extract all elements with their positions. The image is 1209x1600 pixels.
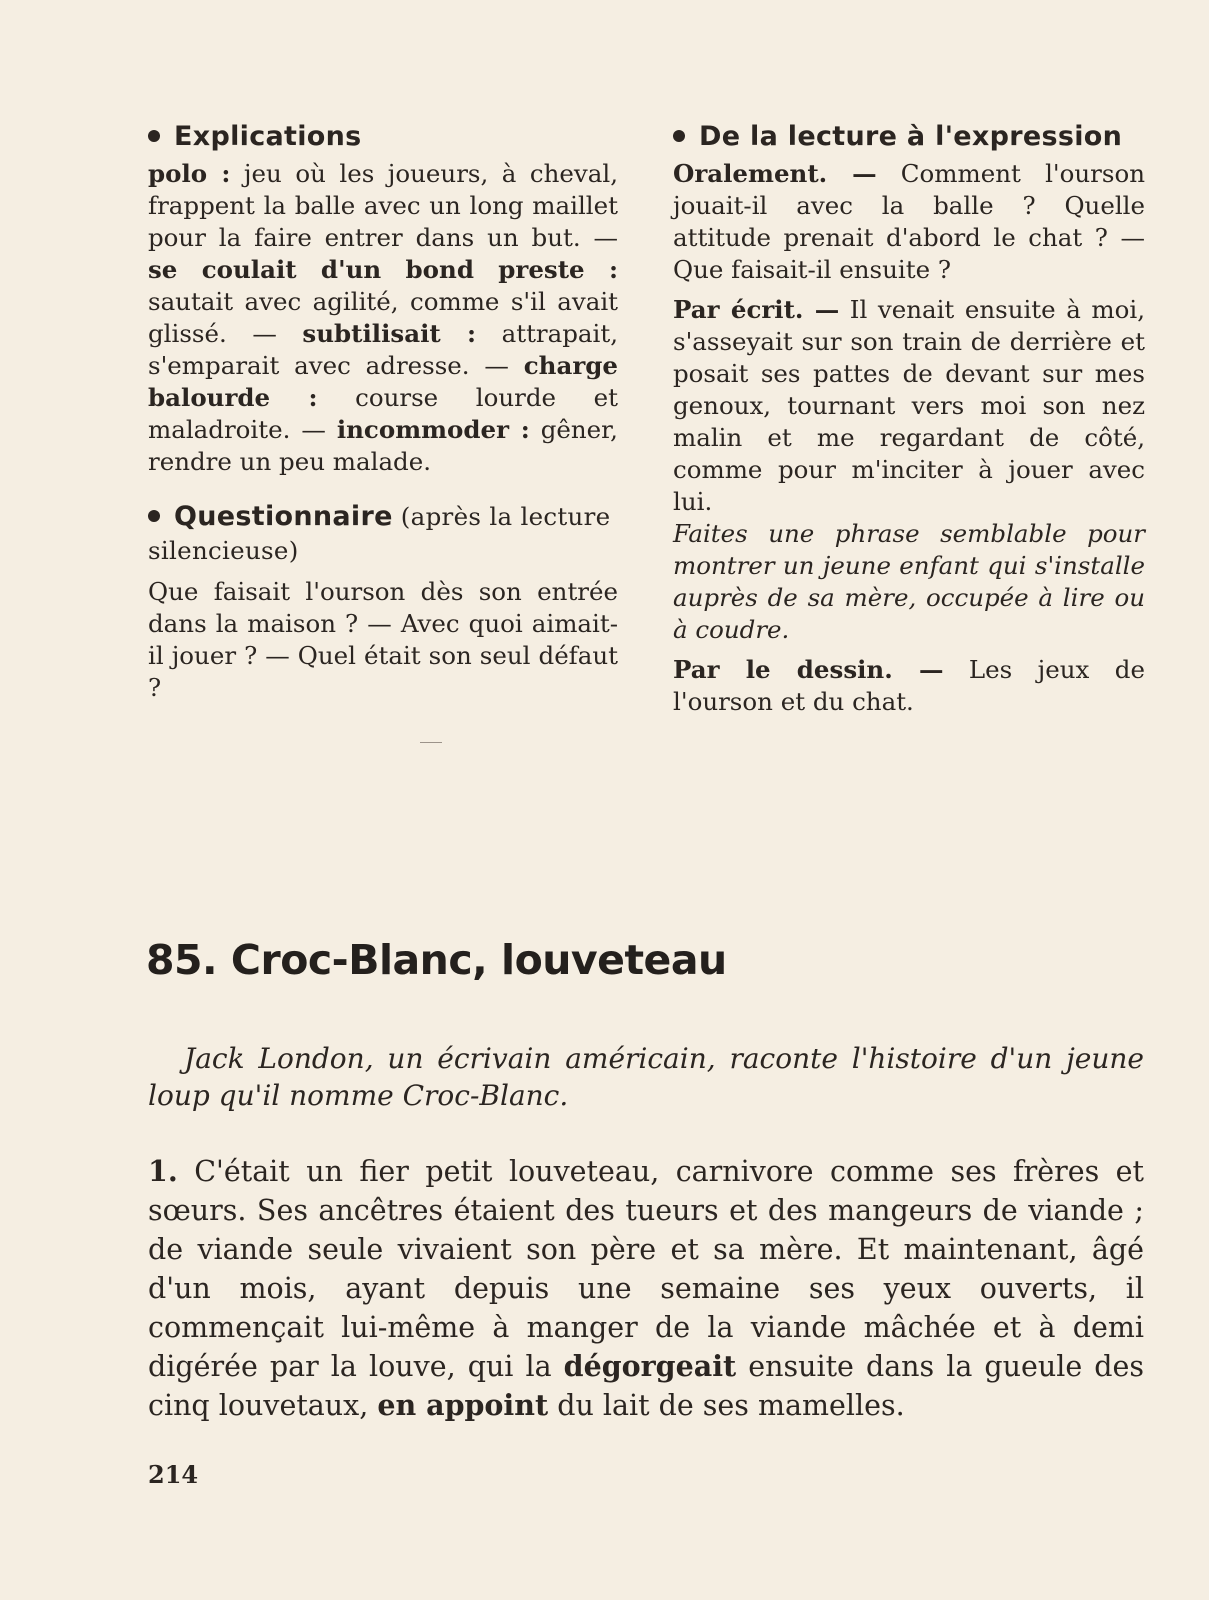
chapter-intro: Jack London, un écrivain américain, raconte l'histoire d'un jeune loup qu'il nomme Croc-Blanc. xyxy=(148,1042,1144,1112)
term-polo: polo : xyxy=(148,159,231,188)
term-subtilisait: subtilisait : xyxy=(302,319,477,348)
term-degorgeait: dégorgeait xyxy=(563,1349,737,1383)
par-ecrit-instruction: Faites une phrase semblable pour montrer un jeune enfant qui s'installe auprès de sa mère, occupée à lire ou à coudre. xyxy=(673,519,1145,644)
separator-mark xyxy=(420,742,442,743)
explications-text: polo : jeu où les joueurs, à cheval, frappent la balle avec un long maillet pour la faire entrer dans un but. — se coulait d'un bond preste : sautait avec agilité, comme s'il avait glissé. — subtilisait : attrapait, s'emparait avec adresse. — charge balourde : course lourde et maladroite. — incommoder : gêner, rendre un peu malade. xyxy=(148,159,618,476)
bullet-icon xyxy=(148,130,160,142)
term-en-appoint: en appoint xyxy=(377,1388,549,1422)
chapter-title: 85. Croc-Blanc, louveteau xyxy=(146,936,727,984)
bullet-icon xyxy=(673,130,685,142)
term-charge-balourde: charge balourde : xyxy=(148,351,618,412)
chapter-paragraph-1: 1. C'était un fier petit louveteau, carnivore comme ses frères et sœurs. Ses ancêtres étaient des tueurs et des mangeurs de viande ; de viande seule vivaient son père et sa mère. Et maintenant, âgé d'un mois, ayant depuis une semaine ses yeux ouverts, il commençait lui-même à manger de la viande mâchée et à demi digérée par la louve, qui la dégorgeait ensuite dans la gueule des cinq louvetaux, en appoint du lait de ses mamelles. xyxy=(148,1154,1145,1422)
par-le-dessin-text: Par le dessin. — Les jeux de l'ourson et du chat. xyxy=(673,655,1145,716)
paragraph-number: 1. xyxy=(148,1154,178,1188)
term-se-coulait: se coulait d'un bond preste : xyxy=(148,255,618,284)
par-ecrit-text: Par écrit. — Il venait ensuite à moi, s'asseyait sur son train de derrière et posait ses pattes de devant sur mes genoux, tournant vers moi son nez malin et me regardant de côté, comme pour m'inciter à jouer avec lui. xyxy=(673,295,1145,516)
term-incommoder: incommoder : xyxy=(336,415,530,444)
expression-heading: De la lecture à l'expression xyxy=(673,120,1145,154)
questionnaire-heading: Questionnaire (après la lecture silencieuse) xyxy=(148,501,611,565)
oralement-text: Oralement. — Comment l'ourson jouait-il avec la balle ? Quelle attitude prenait d'abord le chat ? — Que faisait-il ensuite ? xyxy=(673,159,1145,284)
par-ecrit-label: Par écrit. — xyxy=(673,295,840,324)
page-number: 214 xyxy=(148,1460,199,1489)
right-column xyxy=(673,120,1145,718)
explications-heading: Explications xyxy=(148,120,618,154)
left-column xyxy=(148,120,618,704)
par-le-dessin-label: Par le dessin. — xyxy=(673,655,944,684)
questionnaire-text: Que faisait l'ourson dès son entrée dans la maison ? — Avec quoi aimait-il jouer ? — Quel était son seul défaut ? xyxy=(148,577,618,702)
bullet-icon xyxy=(148,510,160,522)
oralement-label: Oralement. — xyxy=(673,159,877,188)
